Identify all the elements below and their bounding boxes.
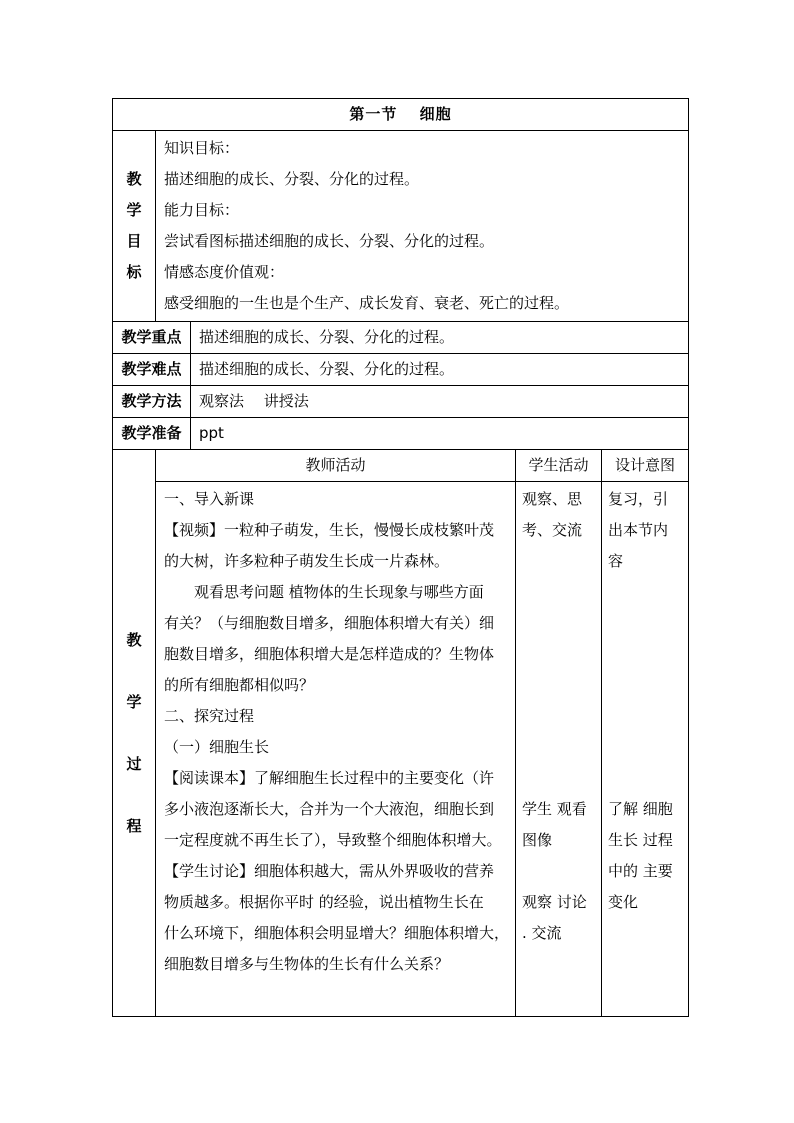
design-intent-content: 复习，引 出本节内 容 了解 细胞 生长 过程 中的 主要 变化 xyxy=(602,482,689,1017)
method-value: 观察法 讲授法 xyxy=(191,386,689,418)
lesson-plan-table xyxy=(112,98,689,1017)
lesson-plan-page xyxy=(112,98,688,1017)
teacher-activity-header: 教师活动 xyxy=(156,450,516,482)
teacher-activity-content: 一、导入新课 【视频】一粒种子萌发，生长，慢慢长成枝繁叶茂 的大树，许多粒种子萌发生长成一片森林。 观看思考问题 植物体的生长现象与哪些方面 有关？（与细胞数目增多，细胞体积增大有关）细 胞数目增多，细胞体积增大是怎样造成的？生物体 的所有细胞都相似吗？ 二、探究过程 （一）细胞生长 【阅读课本】了解细胞生长过程中的主要变化（许 多小液泡逐渐长大，合并为一个大液泡，细胞长到 一定程度就不再生长了），导致整个细胞体积增大。 【学生讨论】细胞体积越大，需从外界吸收的营养 物质越多。根据你平时 的经验，说出植物生长在 什么环境下，细胞体积会明显增大？细胞体积增大， 细胞数目增多与生物体的生长有什么关系？ xyxy=(156,482,516,1017)
design-intent-header: 设计意图 xyxy=(602,450,689,482)
difficulty-value: 描述细胞的成长、分裂、分化的过程。 xyxy=(191,354,689,386)
preparation-label: 教学准备 xyxy=(113,418,191,450)
objectives-label: 教 学 目 标 xyxy=(113,131,156,322)
objectives-content: 知识目标： 描述细胞的成长、分裂、分化的过程。 能力目标： 尝试看图标描述细胞的成长、分裂、分化的过程。 情感态度价值观： 感受细胞的一生也是个生产、成长发育、衰老、死亡的过程。 xyxy=(156,131,689,322)
key-point-value: 描述细胞的成长、分裂、分化的过程。 xyxy=(191,322,689,354)
key-point-label: 教学重点 xyxy=(113,322,191,354)
method-label: 教学方法 xyxy=(113,386,191,418)
preparation-value: ppt xyxy=(191,418,689,450)
process-label: 教 学 过 程 xyxy=(113,450,156,1017)
student-activity-content: 观察、思 考、交流 学生 观看 图像 观察 讨论 . 交流 xyxy=(516,482,602,1017)
section-title: 第一节 细胞 xyxy=(113,99,689,131)
difficulty-label: 教学难点 xyxy=(113,354,191,386)
student-activity-header: 学生活动 xyxy=(516,450,602,482)
